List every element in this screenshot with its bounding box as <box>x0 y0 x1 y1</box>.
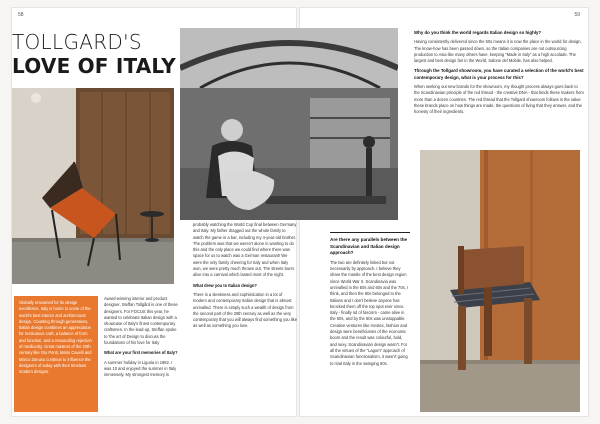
answer-first-memories: A summer holiday in Liguria in 1982. I was 10 and enjoyed the summer in Italy immensely. My strongest memory is <box>104 359 177 378</box>
article-column-2 <box>193 222 297 334</box>
photo-chair-interior <box>12 88 174 284</box>
page-number-right: 59 <box>574 12 580 18</box>
headline-line-2: LOVE OF ITALY <box>12 54 176 78</box>
intro-sidebar-box <box>14 296 98 412</box>
question-first-memories: What are your first memories of Italy? <box>104 350 178 356</box>
article-column-1 <box>104 296 180 383</box>
paragraph-world-cup: probably watching the World Cup final between Germany and Italy. My father dragged out the whole family to watch the game in a bar, including my 4-year-old brother. The problem was that we weren't alone in wanting to do this and the only place we could find where there was space for us to watch was a German restaurant! We were the only family cheering for Italy and when Italy won, we were pretty much thrown out. The streets burst alive into a carnival which lasted most of the night. <box>193 222 297 278</box>
photo-wooden-stool <box>420 150 580 412</box>
intro-paragraph: Award-winning interior and product designer, Steffan Tollgård is one of these designers. For FOCUS this year, he wanted to celebrate Italian design with a showcase of Italy's finest contemporary craftsmen. In the lead-up, Steffan spoke to 'the art of Design to discuss the foundations of his love for Italy <box>104 296 178 346</box>
article-column-3 <box>330 232 410 371</box>
article-column-4 <box>414 30 584 120</box>
question-italian-design: What drew you to Italian design? <box>193 282 257 288</box>
intro-sidebar-text: Globally renowned for its design excellence, Italy is home to some of the world's best interior and architectural design. Counting through generations, Italian design combines an appreciation for meticulous craft, a balance of form and function, and a resounding rejection of mediocrity. Great masters of the 20th century like Gio Ponti, Mario Cavelli and Marco Zanuso continue to influence the designers of today with their timeless modern designs. <box>19 300 92 375</box>
answer-showroom-process: When seeking out new brands for the showroom, my thought process always goes back to the Scandinavian principle of the red thread - the creative DNA - that binds these makers from more than a dozen countries. The red thread that the Tollgard showroom follows is the value these brands place on how things are made, the questions of living that they answer, and the honesty of their ingredients. <box>414 84 584 115</box>
photo-workshop <box>180 28 398 220</box>
page-number-left: 58 <box>18 12 24 18</box>
question-world-regards: Why do you think the world regards Italian design so highly? <box>414 30 542 35</box>
question-showroom-process: Through the Tollgard showroom, you have curated a selection of the world's best contemporary design, what is your process for this? <box>414 68 584 80</box>
headline-line-1: TOLLGARD'S <box>12 30 142 54</box>
question-parallels: Are there any parallels between the Scandinavian and Italian design approach? <box>330 237 408 256</box>
answer-italian-design: There is a sleekness and sophistication in a lot of modern and contemporary Italian design that is almost unrivalled. There is simply such a wealth of design from the second part of the 20th century as well as the very contemporary that you will always find something you like as well as something you love. <box>193 291 297 329</box>
answer-parallels: The two are definitely linked but not necessarily by approach. I believe they share the mantle of the best design region since World War II. Scandinavia was unrivalled in the 50s and 60s and the 70s, I think, and then the 80s belonged to the Italians and I don't believe anyone has knocked them off the top spot ever since. Italy - finally rid of fascism - came alive in the 50s, and by the 60s was unstoppable. Creative ventures like Invotex, fashion and design were beneficiaries of the economic boom and the result was colourful, bold, and sexy. Scandinavian design wasn't. For all the virtues of the "Lagom" approach of Scandinavian functionalism, it wasn't going to rival Italy in the swinging 60s. <box>330 259 409 366</box>
section-divider <box>330 232 410 233</box>
answer-world-regards: Having consistently delivered since the 50s means it is now the place in the world for design. The know-how has been passed down, so the Italian companies are not outsourcing production to Asia like many others have, keeping "Made in Italy" as a high accolade. The largest and best design fair in the World, Salone del Mobile, has also helped. <box>414 39 582 64</box>
